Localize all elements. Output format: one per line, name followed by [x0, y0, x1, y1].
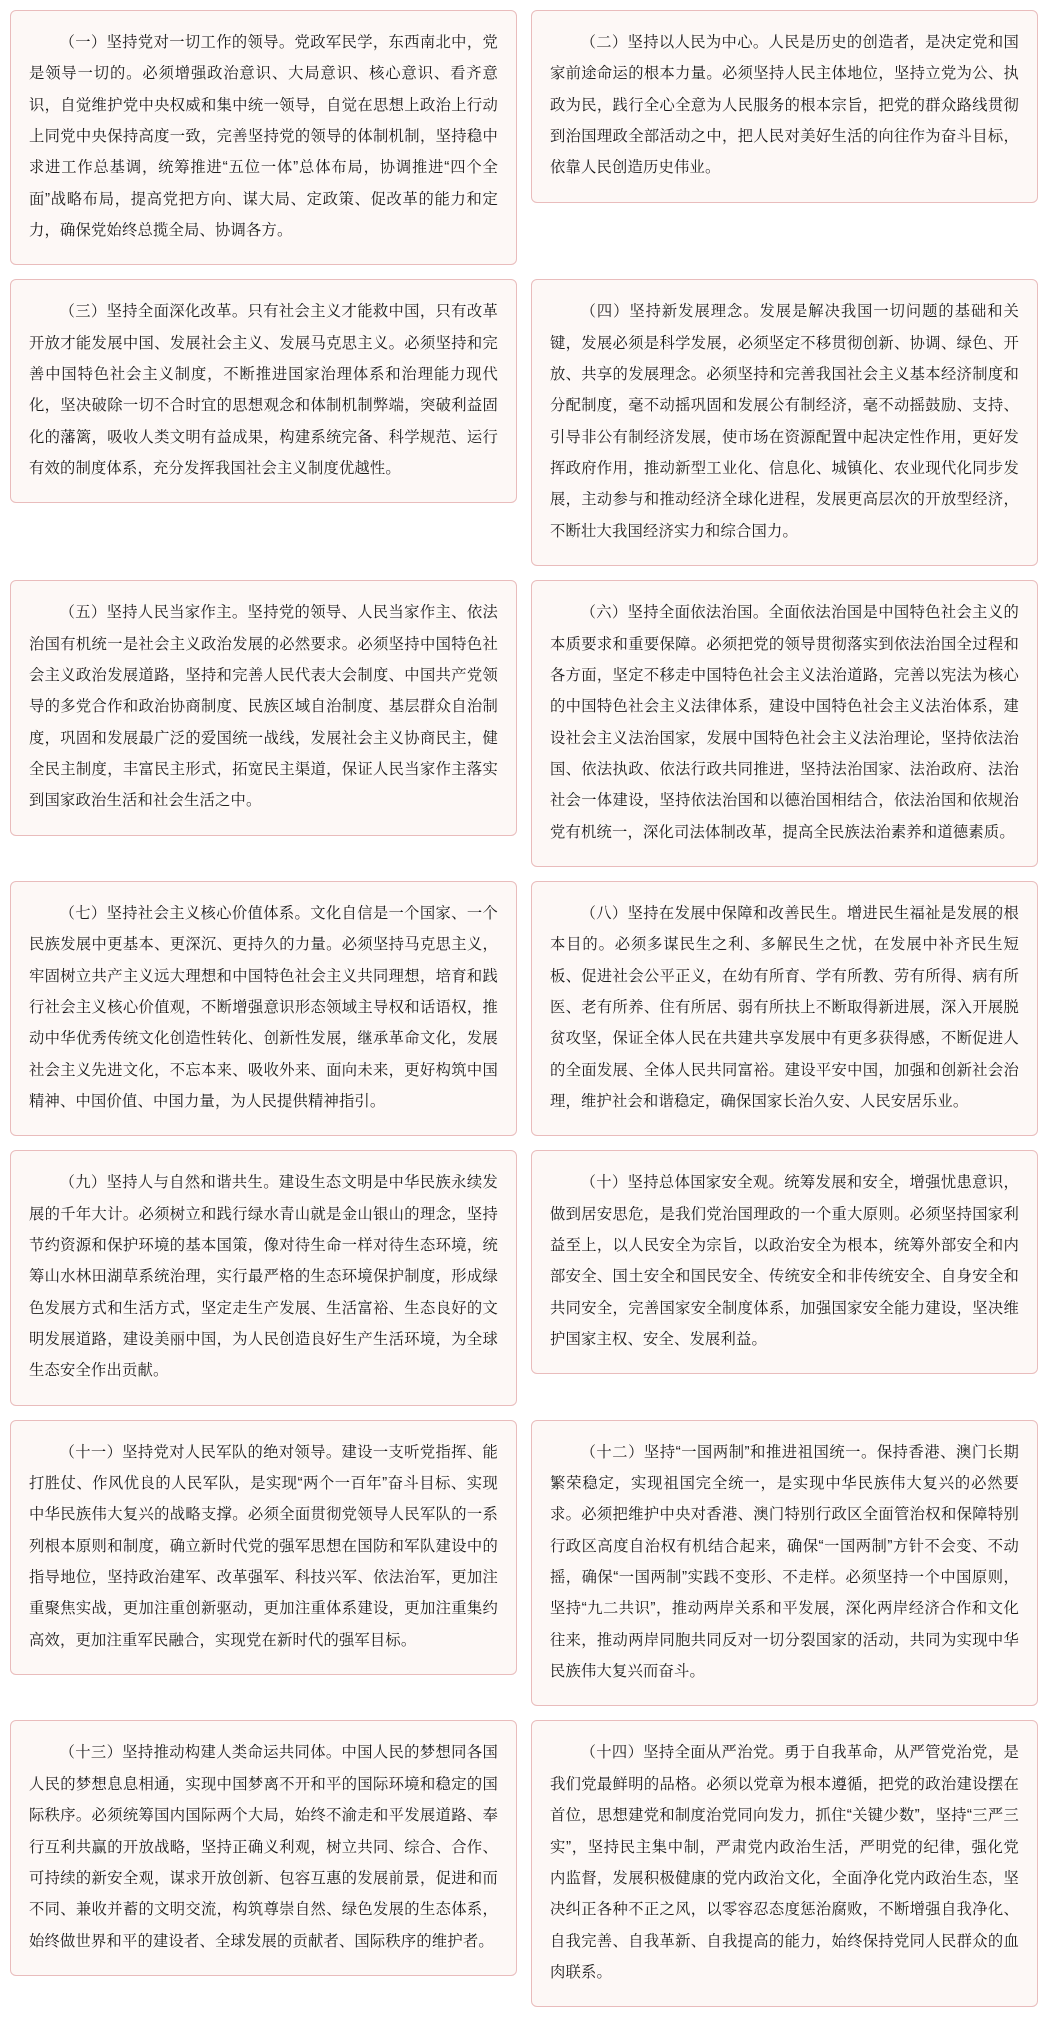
principle-card-text: （十二）坚持“一国两制”和推进祖国统一。保持香港、澳门长期繁荣稳定，实现祖国完全统一，是实现中华民族伟大复兴的必然要求。必须把维护中央对香港、澳门特别行政区全面管治权和保障特别行政区高度自治权有机结合起来，确保“一国两制”方针不会变、不动摇，确保“一国两制”实践不变形、不走样。必须坚持一个中国原则，坚持“九二共识”，推动两岸关系和平发展，深化两岸经济合作和文化往来，推动两岸同胞共同反对一切分裂国家的活动，共同为实现中华民族伟大复兴而奋斗。	[550, 1443, 1019, 1681]
principle-card-text: （七）坚持社会主义核心价值体系。文化自信是一个国家、一个民族发展中更基本、更深沉、更持久的力量。必须坚持马克思主义，牢固树立共产主义远大理想和中国特色社会主义共同理想，培育和践行社会主义核心价值观，不断增强意识形态领域主导权和话语权，推动中华优秀传统文化创造性转化、创新性发展，继承革命文化，发展社会主义先进文化，不忘本来、吸收外来、面向未来，更好构筑中国精神、中国价值、中国力量，为人民提供精神指引。	[29, 904, 498, 1110]
principle-card-text: （六）坚持全面依法治国。全面依法治国是中国特色社会主义的本质要求和重要保障。必须把党的领导贯彻落实到依法治国全过程和各方面，坚定不移走中国特色社会主义法治道路，完善以宪法为核心的中国特色社会主义法律体系，建设中国特色社会主义法治体系，建设社会主义法治国家，发展中国特色社会主义法治理论，坚持依法治国、依法执政、依法行政共同推进，坚持法治国家、法治政府、法治社会一体建设，坚持依法治国和以德治国相结合，依法治国和依规治党有机统一，深化司法体制改革，提高全民族法治素养和道德素质。	[550, 604, 1019, 841]
principle-card	[531, 1720, 1038, 2007]
principle-card	[10, 1150, 517, 1405]
principle-card	[531, 10, 1038, 203]
principle-card-text: （二）坚持以人民为中心。人民是历史的创造者，是决定党和国家前途命运的根本力量。必须坚持人民主体地位，坚持立党为公、执政为民，践行全心全意为人民服务的根本宗旨，把党的群众路线贯彻到治国理政全部活动之中，把人民对美好生活的向往作为奋斗目标，依靠人民创造历史伟业。	[550, 34, 1019, 177]
principle-card-text: （十四）坚持全面从严治党。勇于自我革命，从严管党治党，是我们党最鲜明的品格。必须以党章为根本遵循，把党的政治建设摆在首位，思想建党和制度治党同向发力，抓住“关键少数”，坚持“三严三实”，坚持民主集中制，严肃党内政治生活，严明党的纪律，强化党内监督，发展积极健康的党内政治文化，全面净化党内政治生态，坚决纠正各种不正之风，以零容忍态度惩治腐败，不断增强自我净化、自我完善、自我革新、自我提高的能力，始终保持党同人民群众的血肉联系。	[550, 1744, 1019, 1981]
principle-card	[10, 1720, 517, 1975]
principle-card-text: （八）坚持在发展中保障和改善民生。增进民生福祉是发展的根本目的。必须多谋民生之利、多解民生之忧，在发展中补齐民生短板、促进社会公平正义，在幼有所育、学有所教、劳有所得、病有所医、老有所养、住有所居、弱有所扶上不断取得新进展，深入开展脱贫攻坚，保证全体人民在共建共享发展中有更多获得感，不断促进人的全面发展、全体人民共同富裕。建设平安中国，加强和创新社会治理，维护社会和谐稳定，确保国家长治久安、人民安居乐业。	[550, 904, 1019, 1110]
principle-card-text: （五）坚持人民当家作主。坚持党的领导、人民当家作主、依法治国有机统一是社会主义政治发展的必然要求。必须坚持中国特色社会主义政治发展道路，坚持和完善人民代表大会制度、中国共产党领导的多党合作和政治协商制度、民族区域自治制度、基层群众自治制度，巩固和发展最广泛的爱国统一战线，发展社会主义协商民主，健全民主制度，丰富民主形式，拓宽民主渠道，保证人民当家作主落实到国家政治生活和社会生活之中。	[29, 604, 498, 810]
principle-card-text: （四）坚持新发展理念。发展是解决我国一切问题的基础和关键，发展必须是科学发展，必须坚定不移贯彻创新、协调、绿色、开放、共享的发展理念。必须坚持和完善我国社会主义基本经济制度和分配制度，毫不动摇巩固和发展公有制经济，毫不动摇鼓励、支持、引导非公有制经济发展，使市场在资源配置中起决定性作用，更好发挥政府作用，推动新型工业化、信息化、城镇化、农业现代化同步发展，主动参与和推动经济全球化进程，发展更高层次的开放型经济，不断壮大我国经济实力和综合国力。	[550, 303, 1019, 540]
principle-card-text: （三）坚持全面深化改革。只有社会主义才能救中国，只有改革开放才能发展中国、发展社会主义、发展马克思主义。必须坚持和完善中国特色社会主义制度，不断推进国家治理体系和治理能力现代化，坚决破除一切不合时宜的思想观念和体制机制弊端，突破利益固化的藩篱，吸收人类文明有益成果，构建系统完备、科学规范、运行有效的制度体系，充分发挥我国社会主义制度优越性。	[29, 303, 498, 478]
principle-card	[531, 279, 1038, 566]
principle-card-text: （九）坚持人与自然和谐共生。建设生态文明是中华民族永续发展的千年大计。必须树立和践行绿水青山就是金山银山的理念，坚持节约资源和保护环境的基本国策，像对待生命一样对待生态环境，统筹山水林田湖草系统治理，实行最严格的生态环境保护制度，形成绿色发展方式和生活方式，坚定走生产发展、生活富裕、生态良好的文明发展道路，建设美丽中国，为人民创造良好生产生活环境，为全球生态安全作出贡献。	[29, 1174, 498, 1380]
principle-card	[10, 10, 517, 265]
principle-card	[10, 881, 517, 1136]
principle-card-text: （十三）坚持推动构建人类命运共同体。中国人民的梦想同各国人民的梦想息息相通，实现中国梦离不开和平的国际环境和稳定的国际秩序。必须统筹国内国际两个大局，始终不渝走和平发展道路、奉行互利共赢的开放战略，坚持正确义利观，树立共同、综合、合作、可持续的新安全观，谋求开放创新、包容互惠的发展前景，促进和而不同、兼收并蓄的文明交流，构筑尊崇自然、绿色发展的生态体系，始终做世界和平的建设者、全球发展的贡献者、国际秩序的维护者。	[29, 1744, 498, 1950]
principle-card	[531, 1420, 1038, 1707]
principle-card	[531, 881, 1038, 1136]
principle-card	[531, 1150, 1038, 1374]
principle-card-text: （十）坚持总体国家安全观。统筹发展和安全，增强忧患意识，做到居安思危，是我们党治国理政的一个重大原则。必须坚持国家利益至上，以人民安全为宗旨，以政治安全为根本，统筹外部安全和内部安全、国土安全和国民安全、传统安全和非传统安全、自身安全和共同安全，完善国家安全制度体系，加强国家安全能力建设，坚决维护国家主权、安全、发展利益。	[550, 1174, 1019, 1349]
principle-card-text: （一）坚持党对一切工作的领导。党政军民学，东西南北中，党是领导一切的。必须增强政治意识、大局意识、核心意识、看齐意识，自觉维护党中央权威和集中统一领导，自觉在思想上政治上行动上同党中央保持高度一致，完善坚持党的领导的体制机制，坚持稳中求进工作总基调，统筹推进“五位一体”总体布局，协调推进“四个全面”战略布局，提高党把方向、谋大局、定政策、促改革的能力和定力，确保党始终总揽全局、协调各方。	[29, 34, 498, 240]
principle-card-text: （十一）坚持党对人民军队的绝对领导。建设一支听党指挥、能打胜仗、作风优良的人民军队，是实现“两个一百年”奋斗目标、实现中华民族伟大复兴的战略支撑。必须全面贯彻党领导人民军队的一系列根本原则和制度，确立新时代党的强军思想在国防和军队建设中的指导地位，坚持政治建军、改革强军、科技兴军、依法治军，更加注重聚焦实战，更加注重创新驱动，更加注重体系建设，更加注重集约高效，更加注重军民融合，实现党在新时代的强军目标。	[29, 1443, 498, 1649]
principle-card	[10, 279, 517, 503]
principle-card	[531, 580, 1038, 867]
principle-card	[10, 1420, 517, 1675]
principle-card	[10, 580, 517, 835]
